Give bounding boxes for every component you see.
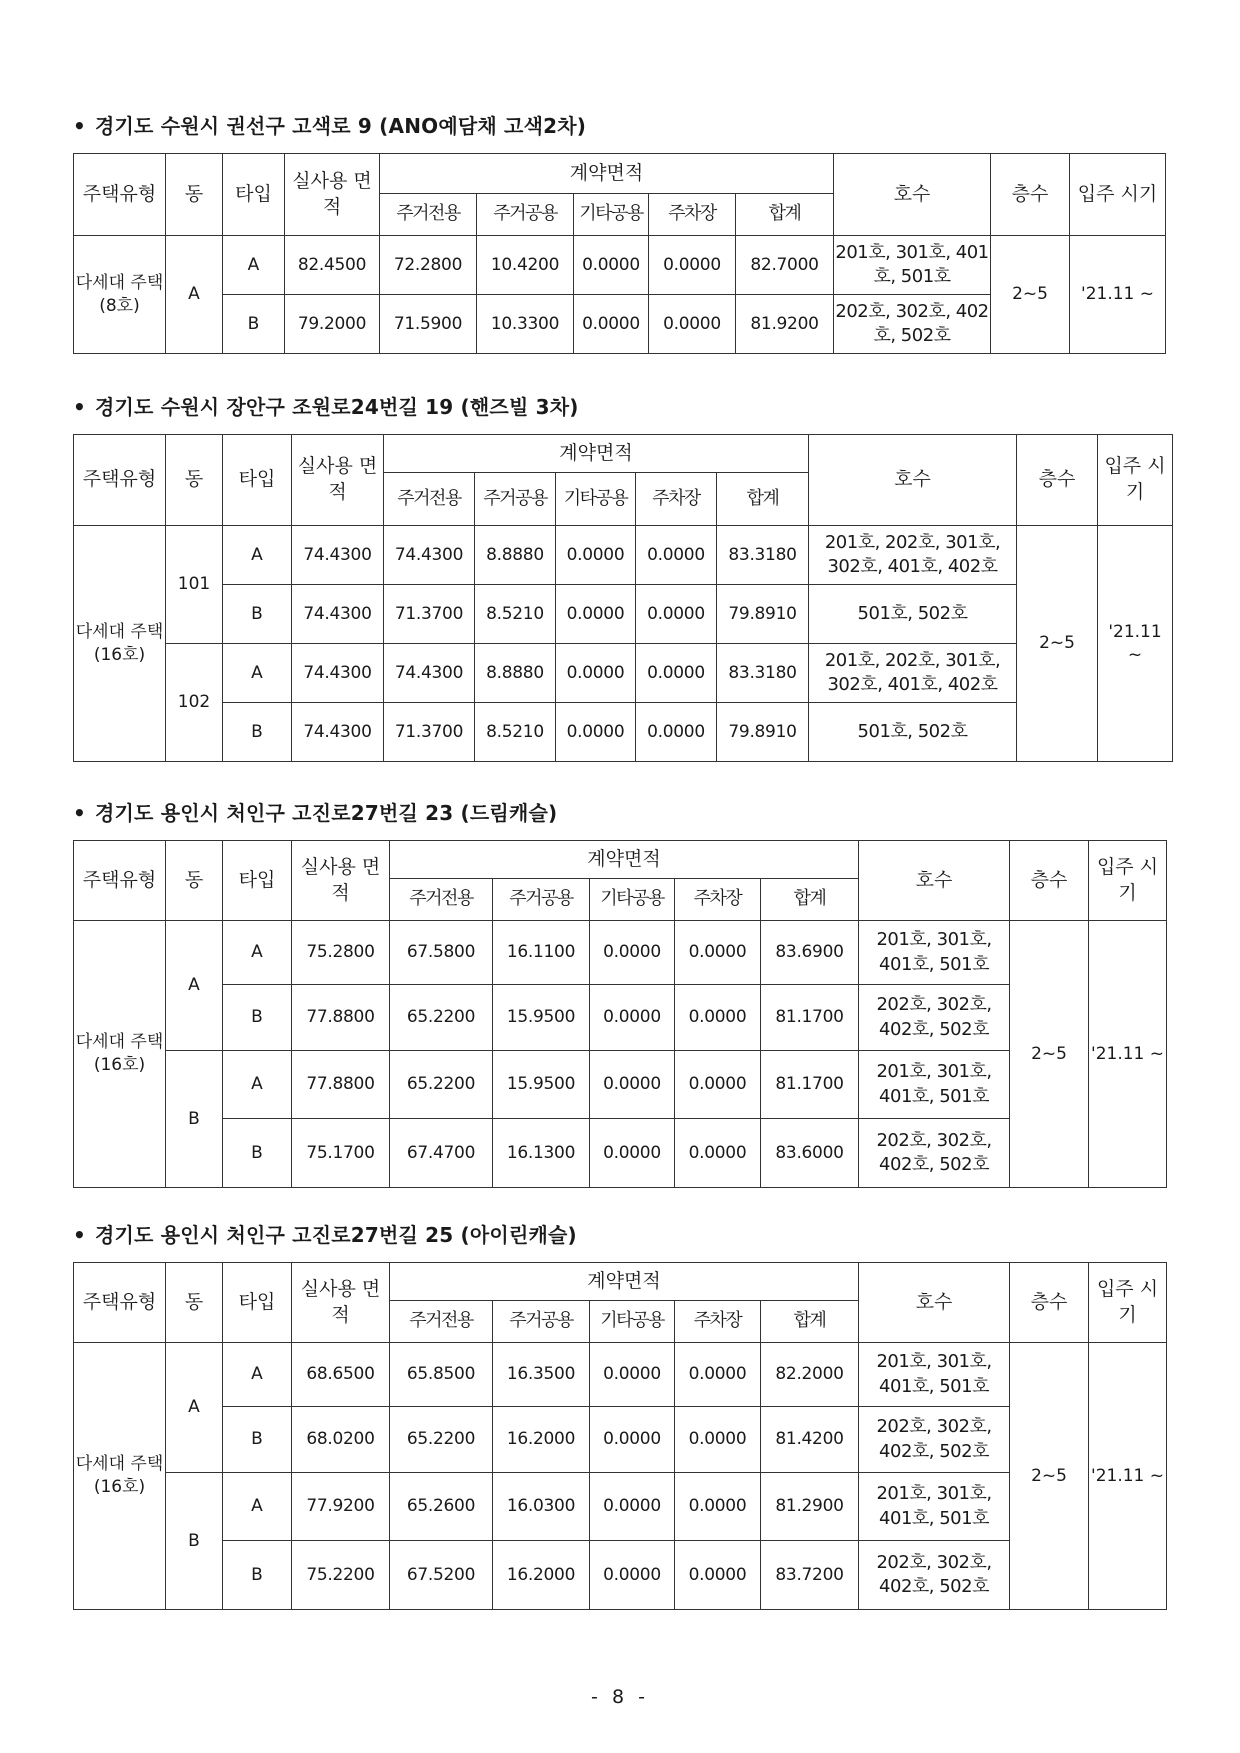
table-row bbox=[74, 1119, 1167, 1188]
units-cell: 202호, 302호, 402호, 502호 bbox=[859, 1541, 1010, 1610]
header-housing-type: 주택유형 bbox=[74, 154, 166, 236]
area-cell: 79.2000 bbox=[285, 295, 380, 354]
total-cell: 81.2900 bbox=[761, 1473, 859, 1541]
header-res-common: 주거공용 bbox=[475, 473, 556, 526]
header-dong: 동 bbox=[166, 841, 223, 921]
table-row bbox=[74, 1407, 1167, 1473]
parking-cell: 0.0000 bbox=[649, 295, 736, 354]
res-common-cell: 16.0300 bbox=[493, 1473, 590, 1541]
total-cell: 81.1700 bbox=[761, 1051, 859, 1119]
area-cell: 74.4300 bbox=[292, 703, 384, 762]
type-cell: A bbox=[223, 526, 292, 585]
header-dong: 동 bbox=[166, 435, 223, 526]
header-floors: 층수 bbox=[1017, 435, 1098, 526]
area-cell: 75.2200 bbox=[292, 1541, 390, 1610]
table-row bbox=[74, 1343, 1167, 1407]
area-cell: 74.4300 bbox=[292, 526, 384, 585]
total-cell: 81.1700 bbox=[761, 985, 859, 1051]
header-type: 타입 bbox=[223, 841, 292, 921]
area-cell: 74.4300 bbox=[292, 585, 384, 644]
header-parking: 주차장 bbox=[675, 1301, 761, 1343]
table-row bbox=[74, 1541, 1167, 1610]
res-exclusive-cell: 74.4300 bbox=[384, 526, 475, 585]
other-common-cell: 0.0000 bbox=[590, 1473, 675, 1541]
dong-cell: B bbox=[166, 1473, 223, 1610]
header-floors: 층수 bbox=[991, 154, 1070, 236]
res-common-cell: 8.8880 bbox=[475, 644, 556, 703]
section-heading bbox=[73, 798, 1167, 828]
header-contract-area: 계약면적 bbox=[390, 841, 859, 879]
res-common-cell: 16.2000 bbox=[493, 1407, 590, 1473]
table-row bbox=[74, 921, 1167, 985]
res-common-cell: 8.8880 bbox=[475, 526, 556, 585]
res-common-cell: 16.1100 bbox=[493, 921, 590, 985]
table-row bbox=[74, 1051, 1167, 1119]
header-parking: 주차장 bbox=[636, 473, 717, 526]
total-cell: 81.4200 bbox=[761, 1407, 859, 1473]
header-unit-no: 호수 bbox=[859, 841, 1010, 921]
floors-cell: 2~5 bbox=[1010, 1343, 1089, 1610]
move-in-cell: '21.11 ~ bbox=[1098, 526, 1173, 762]
page-number: - 8 - bbox=[591, 1686, 649, 1708]
type-cell: A bbox=[223, 644, 292, 703]
other-common-cell: 0.0000 bbox=[590, 985, 675, 1051]
other-common-cell: 0.0000 bbox=[590, 1119, 675, 1188]
table-row bbox=[74, 236, 1166, 295]
parking-cell: 0.0000 bbox=[675, 1473, 761, 1541]
res-exclusive-cell: 71.5900 bbox=[380, 295, 477, 354]
section-4 bbox=[73, 1220, 1167, 1610]
header-res-exclusive: 주거전용 bbox=[390, 879, 493, 921]
parking-cell: 0.0000 bbox=[675, 1343, 761, 1407]
header-res-common: 주거공용 bbox=[493, 879, 590, 921]
other-common-cell: 0.0000 bbox=[590, 1541, 675, 1610]
res-exclusive-cell: 65.2200 bbox=[390, 1051, 493, 1119]
res-exclusive-cell: 65.2200 bbox=[390, 985, 493, 1051]
res-common-cell: 16.2000 bbox=[493, 1541, 590, 1610]
header-other-common: 기타공용 bbox=[556, 473, 636, 526]
header-total: 합계 bbox=[761, 1301, 859, 1343]
other-common-cell: 0.0000 bbox=[590, 1343, 675, 1407]
units-cell: 201호, 301호, 401호, 501호 bbox=[859, 921, 1010, 985]
parking-cell: 0.0000 bbox=[636, 644, 717, 703]
parking-cell: 0.0000 bbox=[675, 1051, 761, 1119]
header-dong: 동 bbox=[166, 1263, 223, 1343]
type-cell: B bbox=[223, 985, 292, 1051]
section-1 bbox=[73, 111, 1166, 354]
parking-cell: 0.0000 bbox=[649, 236, 736, 295]
type-cell: B bbox=[223, 295, 285, 354]
header-res-common: 주거공용 bbox=[493, 1301, 590, 1343]
header-exclusive-area: 실사용 면적 bbox=[292, 1263, 390, 1343]
other-common-cell: 0.0000 bbox=[556, 526, 636, 585]
header-type: 타입 bbox=[223, 435, 292, 526]
header-other-common: 기타공용 bbox=[590, 1301, 675, 1343]
other-common-cell: 0.0000 bbox=[590, 1407, 675, 1473]
header-housing-type: 주택유형 bbox=[74, 435, 166, 526]
type-cell: B bbox=[223, 1407, 292, 1473]
section-heading bbox=[73, 392, 1173, 422]
res-common-cell: 16.3500 bbox=[493, 1343, 590, 1407]
total-cell: 83.6000 bbox=[761, 1119, 859, 1188]
res-exclusive-cell: 71.3700 bbox=[384, 703, 475, 762]
type-cell: B bbox=[223, 1541, 292, 1610]
res-exclusive-cell: 65.2600 bbox=[390, 1473, 493, 1541]
units-cell: 501호, 502호 bbox=[809, 703, 1017, 762]
area-cell: 82.4500 bbox=[285, 236, 380, 295]
dong-cell: 102 bbox=[166, 644, 223, 762]
header-total: 합계 bbox=[717, 473, 809, 526]
units-cell: 201호, 202호, 301호, 302호, 401호, 402호 bbox=[809, 644, 1017, 703]
table-row bbox=[74, 1473, 1167, 1541]
type-cell: A bbox=[223, 921, 292, 985]
total-cell: 79.8910 bbox=[717, 585, 809, 644]
units-cell: 201호, 301호, 401호, 501호 bbox=[859, 1343, 1010, 1407]
section-2 bbox=[73, 392, 1173, 762]
floors-cell: 2~5 bbox=[991, 236, 1070, 354]
header-res-common: 주거공용 bbox=[477, 194, 574, 236]
parking-cell: 0.0000 bbox=[675, 921, 761, 985]
res-common-cell: 10.3300 bbox=[477, 295, 574, 354]
housing-table bbox=[73, 840, 1167, 1188]
table-row bbox=[74, 526, 1173, 585]
other-common-cell: 0.0000 bbox=[590, 921, 675, 985]
header-unit-no: 호수 bbox=[834, 154, 991, 236]
move-in-cell: '21.11 ~ bbox=[1070, 236, 1166, 354]
other-common-cell: 0.0000 bbox=[556, 644, 636, 703]
total-cell: 83.7200 bbox=[761, 1541, 859, 1610]
type-cell: A bbox=[223, 236, 285, 295]
header-unit-no: 호수 bbox=[809, 435, 1017, 526]
header-total: 합계 bbox=[761, 879, 859, 921]
housing-table bbox=[73, 153, 1166, 354]
res-exclusive-cell: 74.4300 bbox=[384, 644, 475, 703]
header-floors: 층수 bbox=[1010, 1263, 1089, 1343]
header-exclusive-area: 실사용 면적 bbox=[285, 154, 380, 236]
header-housing-type: 주택유형 bbox=[74, 1263, 166, 1343]
type-cell: A bbox=[223, 1473, 292, 1541]
section-3 bbox=[73, 798, 1167, 1188]
total-cell: 82.2000 bbox=[761, 1343, 859, 1407]
total-cell: 79.8910 bbox=[717, 703, 809, 762]
type-cell: A bbox=[223, 1051, 292, 1119]
units-cell: 202호, 302호, 402호, 502호 bbox=[859, 1119, 1010, 1188]
res-common-cell: 10.4200 bbox=[477, 236, 574, 295]
dong-cell: A bbox=[166, 236, 223, 354]
res-common-cell: 15.9500 bbox=[493, 1051, 590, 1119]
area-cell: 74.4300 bbox=[292, 644, 384, 703]
table-row bbox=[74, 703, 1173, 762]
dong-cell: A bbox=[166, 921, 223, 1051]
header-housing-type: 주택유형 bbox=[74, 841, 166, 921]
header-contract-area: 계약면적 bbox=[390, 1263, 859, 1301]
total-cell: 83.6900 bbox=[761, 921, 859, 985]
res-exclusive-cell: 67.5800 bbox=[390, 921, 493, 985]
header-res-exclusive: 주거전용 bbox=[380, 194, 477, 236]
total-cell: 83.3180 bbox=[717, 526, 809, 585]
header-parking: 주차장 bbox=[649, 194, 736, 236]
header-contract-area: 계약면적 bbox=[380, 154, 834, 194]
parking-cell: 0.0000 bbox=[675, 1541, 761, 1610]
units-cell: 201호, 301호, 401호, 501호 bbox=[834, 236, 991, 295]
header-move-in: 입주 시기 bbox=[1089, 841, 1167, 921]
area-cell: 68.6500 bbox=[292, 1343, 390, 1407]
section-title: 경기도 수원시 장안구 조원로24번길 19 (핸즈빌 3차) bbox=[95, 395, 579, 419]
floors-cell: 2~5 bbox=[1017, 526, 1098, 762]
res-common-cell: 8.5210 bbox=[475, 703, 556, 762]
res-common-cell: 16.1300 bbox=[493, 1119, 590, 1188]
area-cell: 75.2800 bbox=[292, 921, 390, 985]
parking-cell: 0.0000 bbox=[675, 1407, 761, 1473]
units-cell: 201호, 301호, 401호, 501호 bbox=[859, 1051, 1010, 1119]
header-type: 타입 bbox=[223, 154, 285, 236]
units-cell: 202호, 302호, 402호, 502호 bbox=[859, 985, 1010, 1051]
housing-type-cell: 다세대 주택 (16호) bbox=[74, 1343, 166, 1610]
other-common-cell: 0.0000 bbox=[590, 1051, 675, 1119]
bullet-icon: • bbox=[73, 801, 86, 825]
section-heading bbox=[73, 111, 1166, 141]
move-in-cell: '21.11 ~ bbox=[1089, 921, 1167, 1188]
table-row bbox=[74, 985, 1167, 1051]
floors-cell: 2~5 bbox=[1010, 921, 1089, 1188]
other-common-cell: 0.0000 bbox=[556, 585, 636, 644]
area-cell: 77.8800 bbox=[292, 985, 390, 1051]
header-exclusive-area: 실사용 면적 bbox=[292, 841, 390, 921]
section-heading bbox=[73, 1220, 1167, 1250]
dong-cell: B bbox=[166, 1051, 223, 1188]
area-cell: 75.1700 bbox=[292, 1119, 390, 1188]
res-exclusive-cell: 67.4700 bbox=[390, 1119, 493, 1188]
parking-cell: 0.0000 bbox=[636, 703, 717, 762]
header-other-common: 기타공용 bbox=[590, 879, 675, 921]
units-cell: 202호, 302호, 402호, 502호 bbox=[834, 295, 991, 354]
res-exclusive-cell: 65.2200 bbox=[390, 1407, 493, 1473]
parking-cell: 0.0000 bbox=[636, 526, 717, 585]
units-cell: 202호, 302호, 402호, 502호 bbox=[859, 1407, 1010, 1473]
header-type: 타입 bbox=[223, 1263, 292, 1343]
header-move-in: 입주 시기 bbox=[1089, 1263, 1167, 1343]
housing-table bbox=[73, 434, 1173, 762]
bullet-icon: • bbox=[73, 1223, 86, 1247]
res-common-cell: 15.9500 bbox=[493, 985, 590, 1051]
housing-type-cell: 다세대 주택 (16호) bbox=[74, 526, 166, 762]
housing-type-cell: 다세대 주택 (8호) bbox=[74, 236, 166, 354]
other-common-cell: 0.0000 bbox=[556, 703, 636, 762]
table-row bbox=[74, 644, 1173, 703]
dong-cell: A bbox=[166, 1343, 223, 1473]
bullet-icon: • bbox=[73, 395, 86, 419]
housing-type-cell: 다세대 주택 (16호) bbox=[74, 921, 166, 1188]
other-common-cell: 0.0000 bbox=[574, 295, 649, 354]
header-other-common: 기타공용 bbox=[574, 194, 649, 236]
total-cell: 82.7000 bbox=[736, 236, 834, 295]
dong-cell: 101 bbox=[166, 526, 223, 644]
res-exclusive-cell: 67.5200 bbox=[390, 1541, 493, 1610]
units-cell: 201호, 202호, 301호, 302호, 401호, 402호 bbox=[809, 526, 1017, 585]
header-contract-area: 계약면적 bbox=[384, 435, 809, 473]
parking-cell: 0.0000 bbox=[675, 1119, 761, 1188]
res-exclusive-cell: 72.2800 bbox=[380, 236, 477, 295]
parking-cell: 0.0000 bbox=[675, 985, 761, 1051]
header-total: 합계 bbox=[736, 194, 834, 236]
other-common-cell: 0.0000 bbox=[574, 236, 649, 295]
bullet-icon: • bbox=[73, 114, 86, 138]
area-cell: 77.8800 bbox=[292, 1051, 390, 1119]
header-move-in: 입주 시기 bbox=[1098, 435, 1173, 526]
res-exclusive-cell: 71.3700 bbox=[384, 585, 475, 644]
header-dong: 동 bbox=[166, 154, 223, 236]
header-res-exclusive: 주거전용 bbox=[384, 473, 475, 526]
parking-cell: 0.0000 bbox=[636, 585, 717, 644]
type-cell: A bbox=[223, 1343, 292, 1407]
units-cell: 201호, 301호, 401호, 501호 bbox=[859, 1473, 1010, 1541]
move-in-cell: '21.11 ~ bbox=[1089, 1343, 1167, 1610]
type-cell: B bbox=[223, 703, 292, 762]
section-title: 경기도 수원시 권선구 고색로 9 (ANO예담채 고색2차) bbox=[95, 114, 587, 138]
header-parking: 주차장 bbox=[675, 879, 761, 921]
units-cell: 501호, 502호 bbox=[809, 585, 1017, 644]
table-row bbox=[74, 585, 1173, 644]
header-move-in: 입주 시기 bbox=[1070, 154, 1166, 236]
header-floors: 층수 bbox=[1010, 841, 1089, 921]
res-exclusive-cell: 65.8500 bbox=[390, 1343, 493, 1407]
area-cell: 68.0200 bbox=[292, 1407, 390, 1473]
section-title: 경기도 용인시 처인구 고진로27번길 23 (드림캐슬) bbox=[95, 801, 558, 825]
section-title: 경기도 용인시 처인구 고진로27번길 25 (아이린캐슬) bbox=[95, 1223, 577, 1247]
res-common-cell: 8.5210 bbox=[475, 585, 556, 644]
header-res-exclusive: 주거전용 bbox=[390, 1301, 493, 1343]
housing-table bbox=[73, 1262, 1167, 1610]
type-cell: B bbox=[223, 585, 292, 644]
header-exclusive-area: 실사용 면적 bbox=[292, 435, 384, 526]
header-unit-no: 호수 bbox=[859, 1263, 1010, 1343]
area-cell: 77.9200 bbox=[292, 1473, 390, 1541]
total-cell: 81.9200 bbox=[736, 295, 834, 354]
total-cell: 83.3180 bbox=[717, 644, 809, 703]
type-cell: B bbox=[223, 1119, 292, 1188]
